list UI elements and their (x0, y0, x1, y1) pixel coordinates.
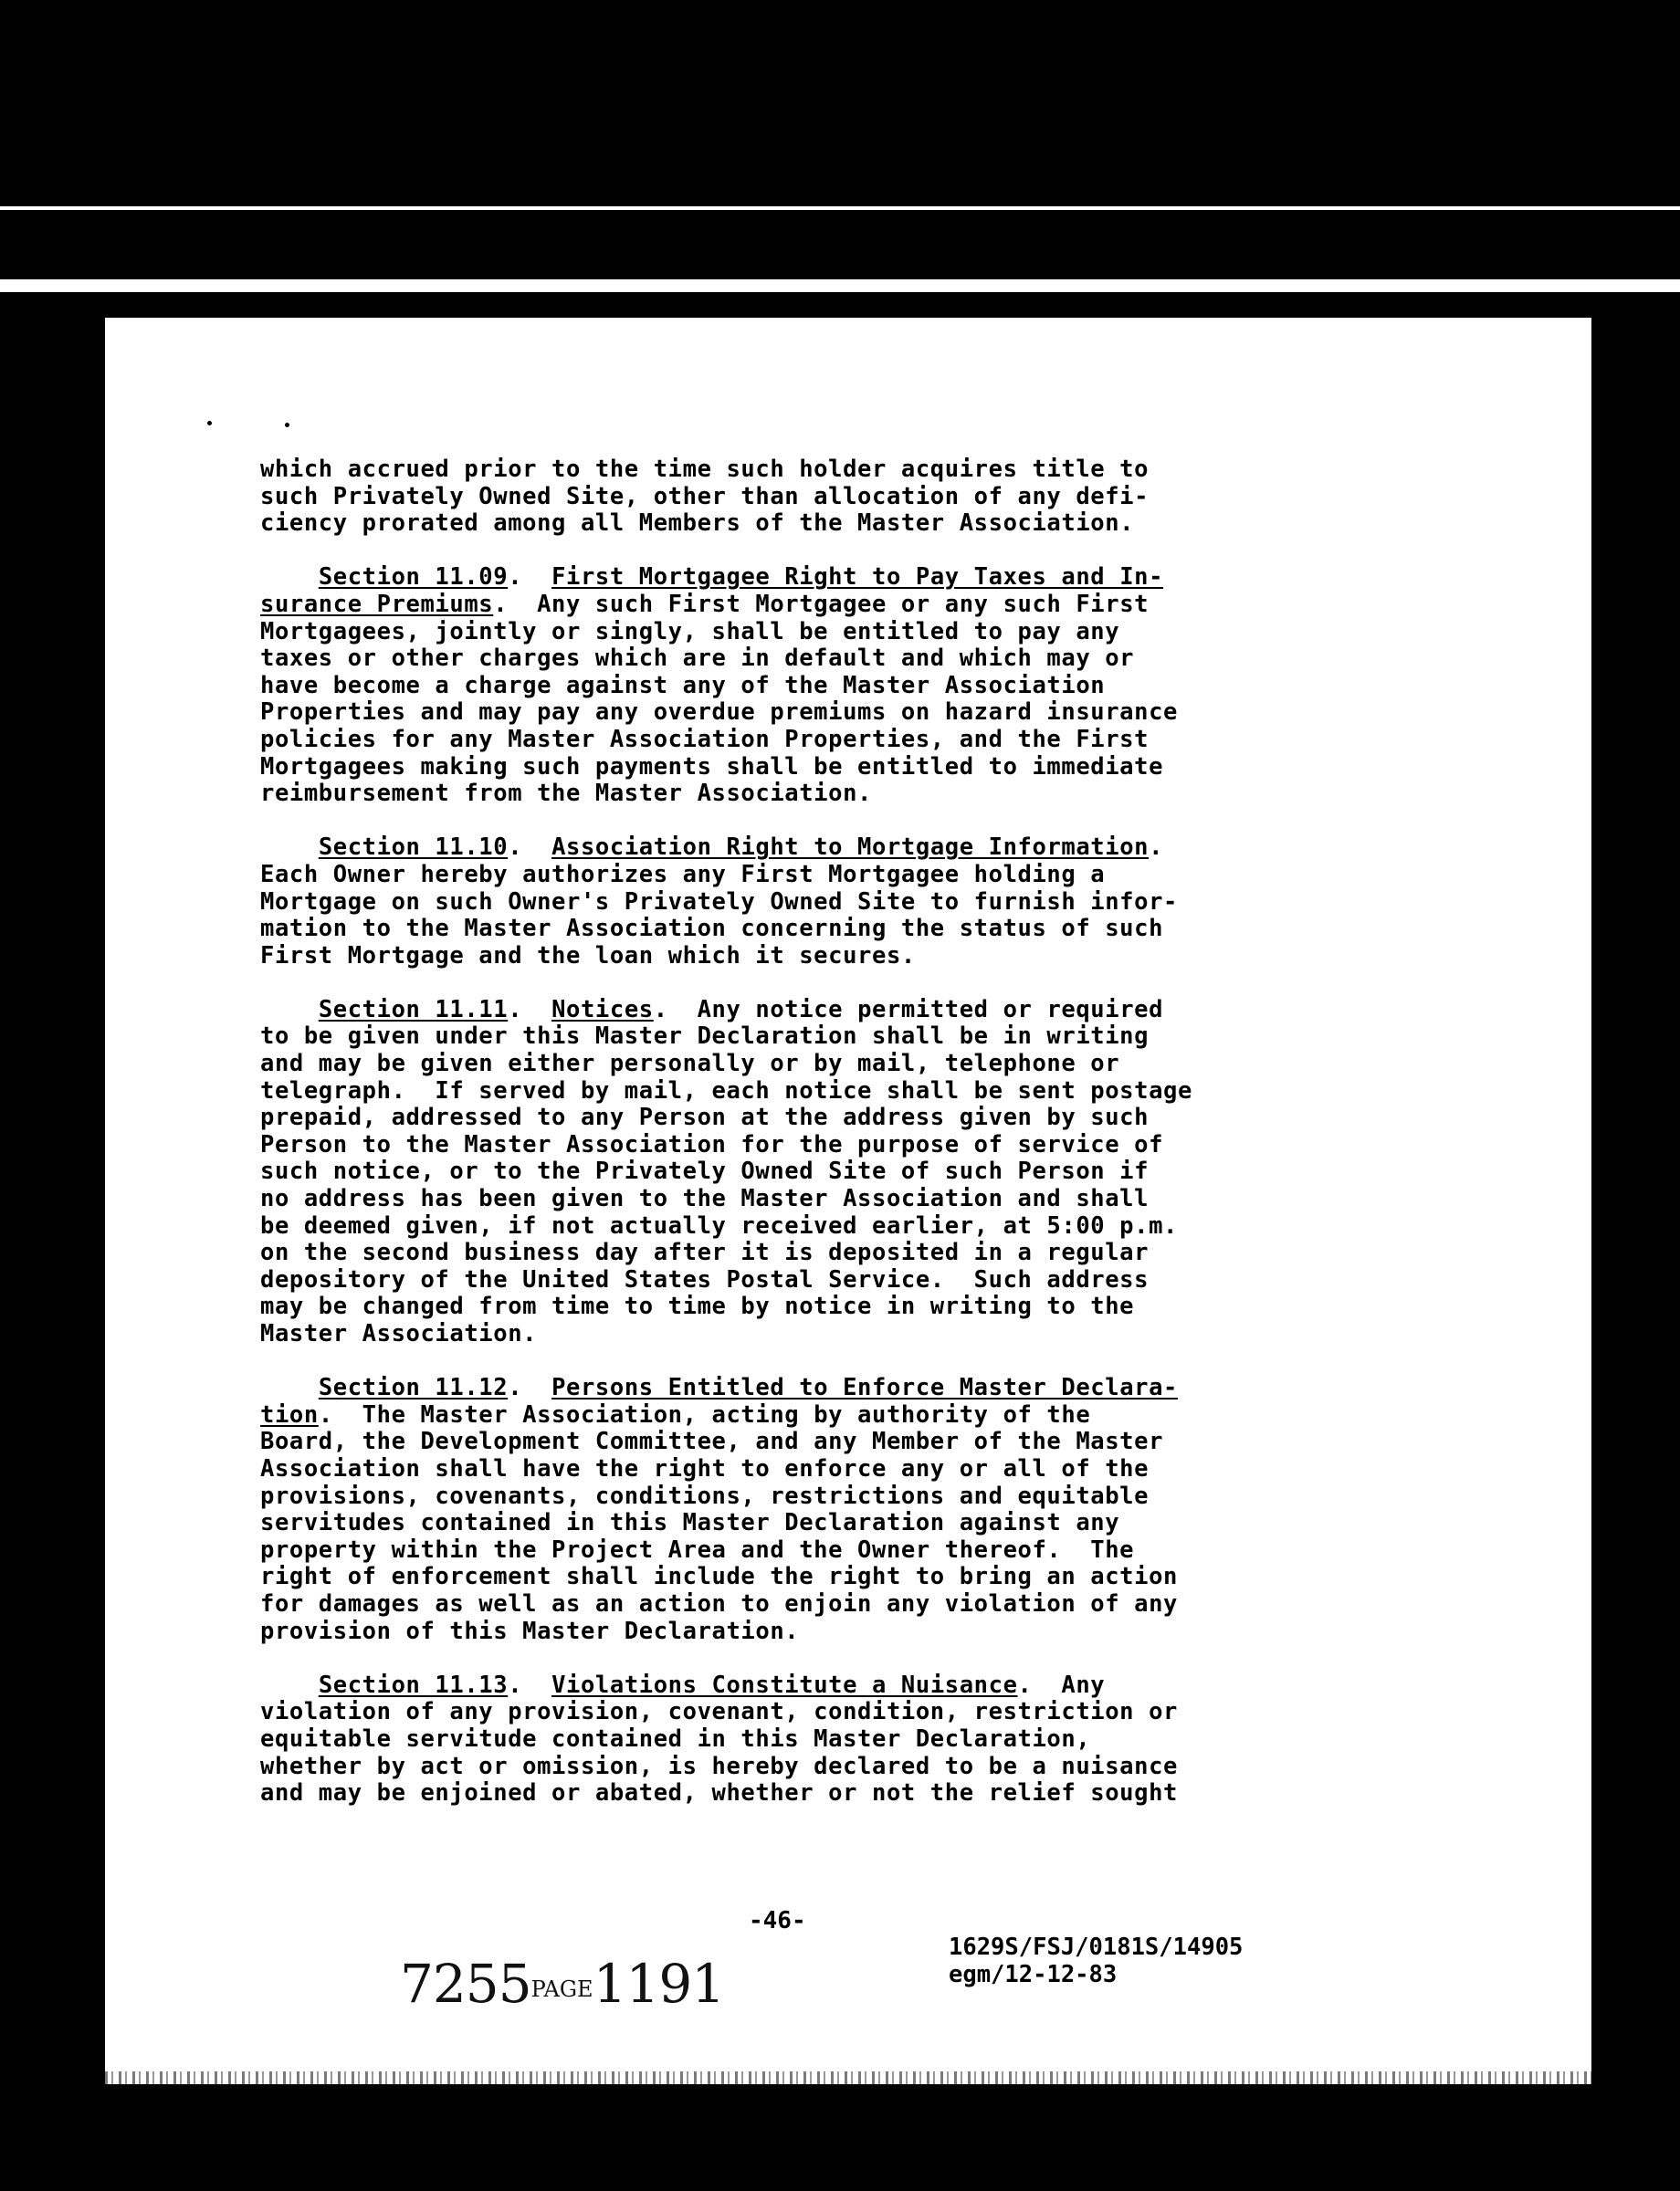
text-line: Properties and may pay any overdue premiums on hazard insurance (260, 698, 1178, 727)
text-line: no address has been given to the Master Association and shall (260, 1185, 1150, 1213)
text-line: depository of the United States Postal Service. Such address (260, 1265, 1150, 1294)
section-title: Violations Constitute a Nuisance (551, 1671, 1018, 1699)
film-band-bottom (0, 279, 1680, 292)
text-line: to be given under this Master Declaration shall be in writing (260, 1022, 1150, 1051)
text-line: First Mortgage and the loan which it secures. (260, 941, 916, 970)
text-line: violation of any provision, covenant, condition, restriction or (260, 1698, 1178, 1726)
text-line: reimbursement from the Master Association. (260, 780, 872, 808)
text-line: such Privately Owned Site, other than allocation of any defi- (260, 482, 1150, 510)
continuation-paragraph (260, 456, 1502, 538)
speck (285, 423, 289, 427)
text-line: Each Owner hereby authorizes any First Mortgagee holding a (260, 860, 1106, 888)
section-title: Notices (551, 995, 654, 1023)
document-code-line: egm/12-12-83 (949, 1960, 1118, 1988)
text-line: mation to the Master Association concerning the status of such (260, 915, 1164, 943)
book-number: 7255 (400, 1953, 531, 2015)
section-11-10 (260, 834, 1502, 970)
text-line: Person to the Master Association for the purpose of service of (260, 1130, 1164, 1158)
document-code-line: 1629S/FSJ/0181S/14905 (949, 1934, 1244, 1961)
document-page (105, 318, 1591, 2084)
section-text: Any (1032, 1671, 1106, 1699)
text-line: may be changed from time to time by notice in writing to the (260, 1293, 1135, 1321)
section-heading-line: Section 11.11. Notices. Any notice permitted or required (318, 995, 1164, 1023)
section-text: The Master Association, acting by authority of the (332, 1400, 1091, 1429)
text-line: right of enforcement shall include the right to bring an action (260, 1563, 1178, 1591)
section-text: Any notice permitted or required (667, 995, 1164, 1023)
section-number: Section 11.09 (318, 563, 509, 592)
text-line: prepaid, addressed to any Person at the address given by such (260, 1104, 1150, 1132)
section-11-09 (260, 564, 1502, 807)
body-text (260, 456, 1502, 1834)
text-line: provision of this Master Declaration. (260, 1617, 800, 1645)
book-page-label: PAGE (530, 1976, 593, 2002)
section-number: Section 11.13 (318, 1671, 509, 1699)
text-line: servitudes contained in this Master Declaration against any (260, 1509, 1120, 1537)
section-title: First Mortgagee Right to Pay Taxes and In- (551, 563, 1164, 592)
section-title-cont: surance Premiums (260, 590, 494, 618)
text-line: Association shall have the right to enforce any or all of the (260, 1454, 1150, 1483)
section-number: Section 11.12 (318, 1374, 509, 1402)
section-number: Section 11.10 (318, 833, 509, 862)
book-page-number: 1191 (593, 1953, 725, 2015)
section-heading-line: Section 11.10. Association Right to Mortgage Information. (318, 833, 1164, 862)
text-line: provisions, covenants, conditions, restrictions and equitable (260, 1482, 1150, 1510)
text-line: be deemed given, if not actually received earlier, at 5:00 p.m. (260, 1211, 1178, 1240)
section-11-11 (260, 997, 1502, 1348)
section-title-cont: tion (260, 1400, 319, 1429)
section-title: Persons Entitled to Enforce Master Declara- (551, 1374, 1179, 1402)
text-line: telegraph. If served by mail, each notice shall be sent postage (260, 1076, 1192, 1105)
text-line: tion. The Master Association, acting by authority of the (260, 1400, 1091, 1429)
section-number: Section 11.11 (318, 995, 509, 1023)
text-line: ciency prorated among all Members of the Master Association. (260, 509, 1135, 538)
section-heading-line: Section 11.12. Persons Entitled to Enforce Master Declara- (318, 1374, 1179, 1402)
text-line: Mortgagees, jointly or singly, shall be entitled to pay any (260, 617, 1120, 645)
section-11-13 (260, 1672, 1502, 1808)
text-line: whether by act or omission, is hereby declared to be a nuisance (260, 1752, 1178, 1780)
text-line: have become a charge against any of the Master Association (260, 671, 1106, 699)
document-code (949, 1934, 1243, 1988)
text-line: taxes or other charges which are in default and which may or (260, 645, 1135, 673)
text-line: and may be given either personally or by mail, telephone or (260, 1050, 1120, 1078)
text-line: Mortgage on such Owner's Privately Owned Site to furnish infor- (260, 887, 1178, 916)
text-line: on the second business day after it is deposited in a regular (260, 1239, 1150, 1267)
section-text: Any such First Mortgagee or any such First (508, 590, 1150, 618)
text-line: policies for any Master Association Properties, and the First (260, 725, 1150, 753)
speck (207, 421, 212, 425)
text-line: Mortgagees making such payments shall be entitled to immediate (260, 752, 1164, 781)
text-line: Board, the Development Committee, and any Member of the Master (260, 1428, 1164, 1456)
section-heading-line: Section 11.09. First Mortgagee Right to Pay Taxes and In- (318, 563, 1164, 592)
text-line: such notice, or to the Privately Owned Site of such Person if (260, 1158, 1150, 1186)
text-line: for damages as well as an action to enjoin any violation of any (260, 1589, 1178, 1618)
text-line: property within the Project Area and the Owner thereof. The (260, 1536, 1135, 1564)
film-band-top (0, 206, 1680, 210)
text-line: surance Premiums. Any such First Mortgagee or any such First (260, 590, 1150, 618)
section-heading-line: Section 11.13. Violations Constitute a Nuisance. Any (318, 1671, 1106, 1699)
page-number: -46- (749, 1907, 806, 1934)
text-line: and may be enjoined or abated, whether or not the relief sought (260, 1779, 1178, 1808)
book-page-stamp (400, 1953, 724, 2015)
text-line: Master Association. (260, 1320, 538, 1347)
section-title: Association Right to Mortgage Information (551, 833, 1150, 862)
section-11-12 (260, 1375, 1502, 1645)
text-line: which accrued prior to the time such holder acquires title to (260, 456, 1150, 483)
text-line: equitable servitude contained in this Master Declaration, (260, 1724, 1091, 1753)
scan-noise-edge (105, 2071, 1591, 2084)
